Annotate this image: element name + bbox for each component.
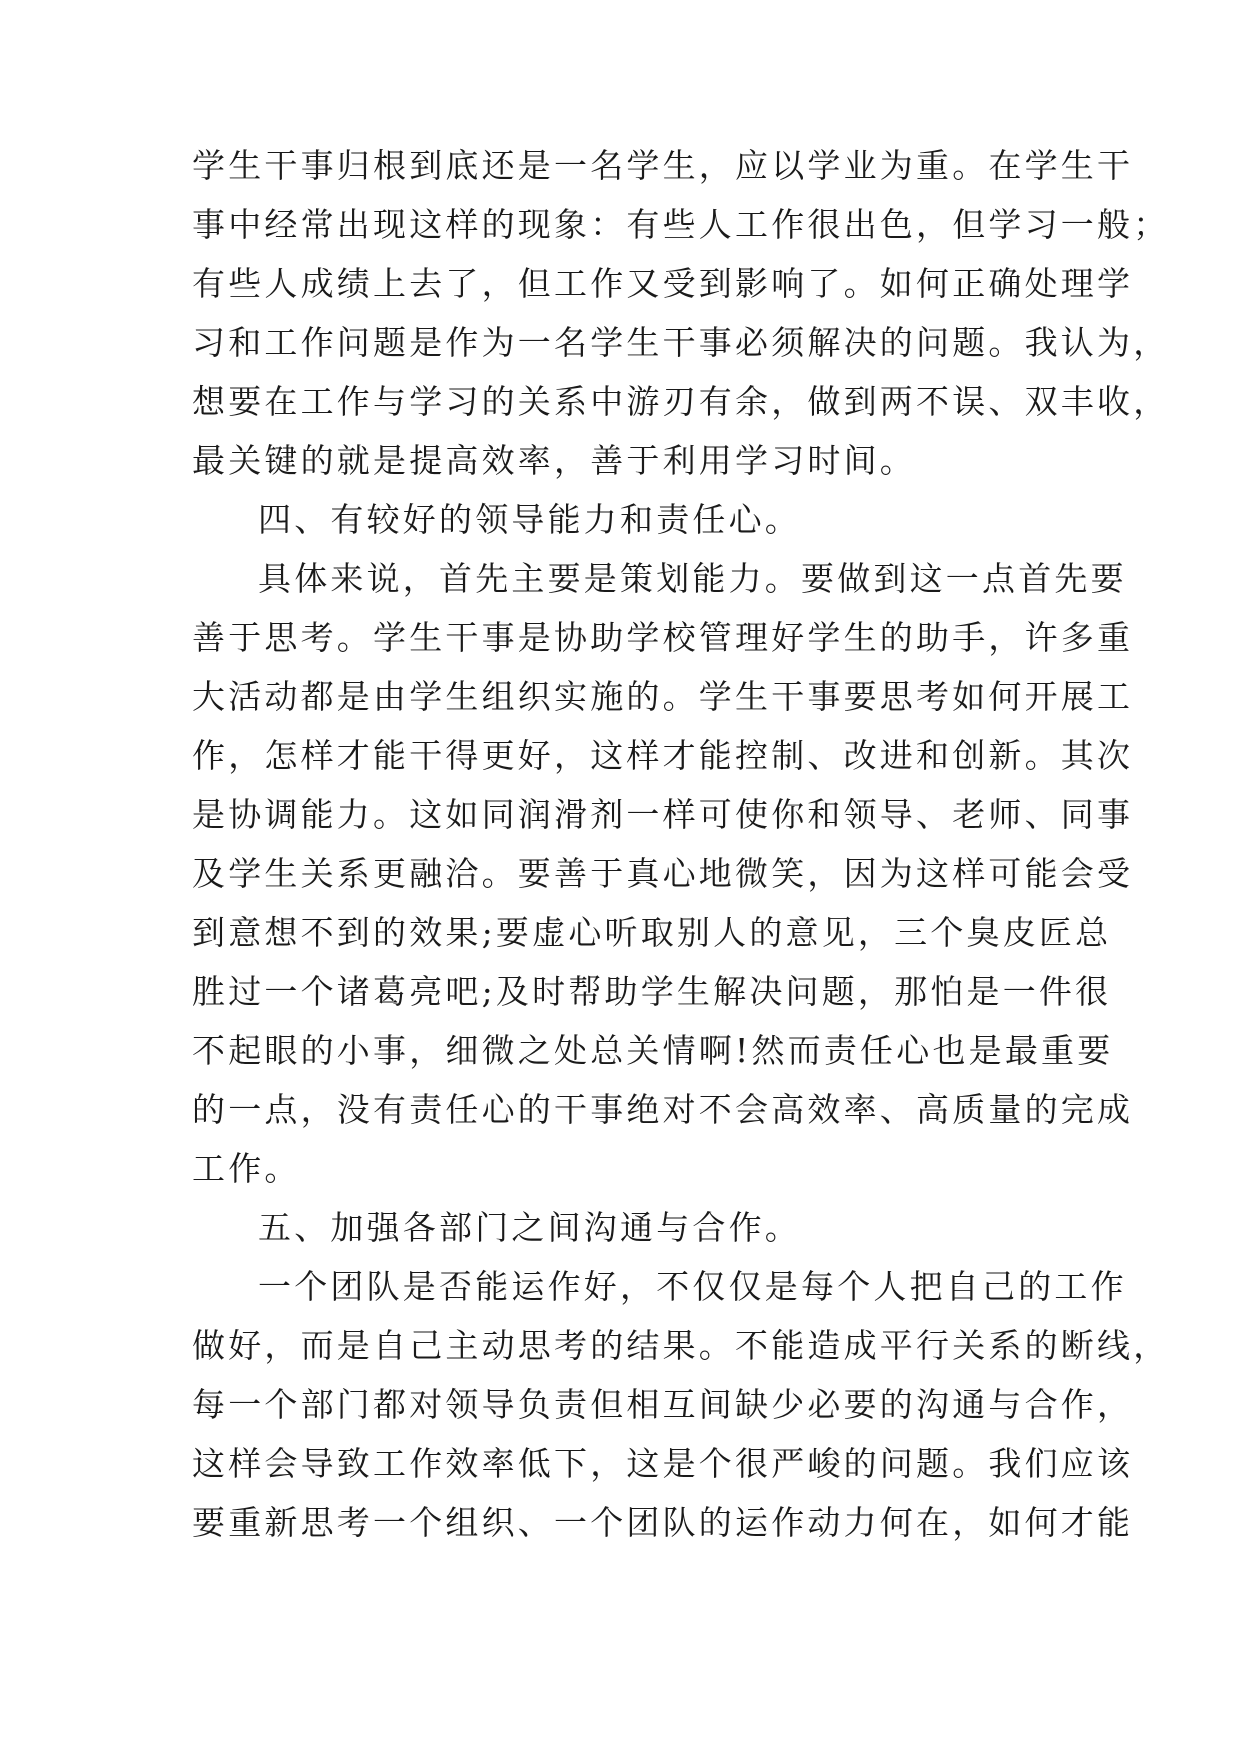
text-line: 是协调能力。这如同润滑剂一样可使你和领导、老师、同事 bbox=[192, 795, 1134, 834]
text-line: 最关键的就是提高效率，善于利用学习时间。 bbox=[192, 441, 916, 480]
text-line: 工作。 bbox=[192, 1149, 301, 1188]
text-line: 想要在工作与学习的关系中游刃有余，做到两不误、双丰收， bbox=[192, 382, 1170, 421]
section-heading: 四、有较好的领导能力和责任心。 bbox=[258, 500, 801, 539]
text-line: 事中经常出现这样的现象：有些人工作很出色，但学习一般； bbox=[192, 205, 1170, 244]
text-line: 善于思考。学生干事是协助学校管理好学生的助手，许多重 bbox=[192, 618, 1134, 657]
text-line: 到意想不到的效果;要虚心听取别人的意见，三个臭皮匠总 bbox=[192, 913, 1112, 952]
text-line: 这样会导致工作效率低下，这是个很严峻的问题。我们应该 bbox=[192, 1444, 1134, 1483]
text-line: 及学生关系更融洽。要善于真心地微笑，因为这样可能会受 bbox=[192, 854, 1134, 893]
text-line: 有些人成绩上去了，但工作又受到影响了。如何正确处理学 bbox=[192, 264, 1134, 303]
text-line: 不起眼的小事，细微之处总关情啊!然而责任心也是最重要 bbox=[192, 1031, 1114, 1070]
text-line: 学生干事归根到底还是一名学生，应以学业为重。在学生干 bbox=[192, 146, 1134, 185]
text-line: 每一个部门都对领导负责但相互间缺少必要的沟通与合作， bbox=[192, 1385, 1134, 1424]
section-heading: 五、加强各部门之间沟通与合作。 bbox=[258, 1208, 801, 1247]
text-line: 大活动都是由学生组织实施的。学生干事要思考如何开展工 bbox=[192, 677, 1134, 716]
text-line: 要重新思考一个组织、一个团队的运作动力何在，如何才能 bbox=[192, 1503, 1134, 1542]
text-line: 做好，而是自己主动思考的结果。不能造成平行关系的断线， bbox=[192, 1326, 1170, 1365]
text-line: 习和工作问题是作为一名学生干事必须解决的问题。我认为， bbox=[192, 323, 1170, 362]
document-body bbox=[192, 136, 1170, 1552]
text-line: 作，怎样才能干得更好，这样才能控制、改进和创新。其次 bbox=[192, 736, 1134, 775]
paragraph-first-line: 一个团队是否能运作好，不仅仅是每个人把自己的工作 bbox=[258, 1267, 1127, 1306]
text-line: 胜过一个诸葛亮吧;及时帮助学生解决问题，那怕是一件很 bbox=[192, 972, 1112, 1011]
paragraph-first-line: 具体来说，首先主要是策划能力。要做到这一点首先要 bbox=[258, 559, 1127, 598]
text-line: 的一点，没有责任心的干事绝对不会高效率、高质量的完成 bbox=[192, 1090, 1134, 1129]
